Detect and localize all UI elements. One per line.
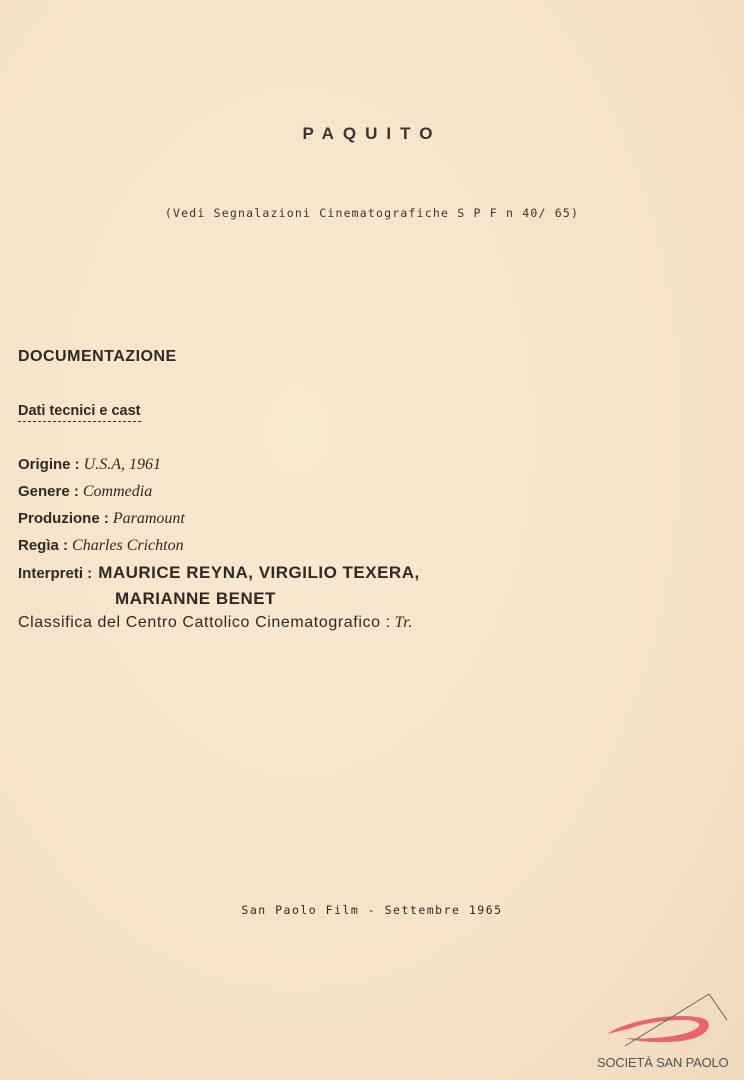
- field-origine: [18, 456, 161, 474]
- field-value: MAURICE REYNA, VIRGILIO TEXERA,: [98, 563, 420, 582]
- field-interpreti: [18, 563, 420, 583]
- logo-mark-icon: [597, 990, 732, 1050]
- field-genere: [18, 483, 152, 501]
- section-heading: DOCUMENTAZIONE: [18, 348, 177, 365]
- field-label: Classifica del Centro Cattolico Cinematografico :: [18, 614, 391, 631]
- logo-text: SOCIETÀ SAN PAOLO: [597, 1055, 729, 1070]
- field-classifica: [18, 614, 413, 632]
- field-produzione: [18, 510, 185, 528]
- societa-san-paolo-logo: [597, 990, 732, 1070]
- field-value: Tr.: [394, 614, 413, 631]
- subsection-heading: Dati tecnici e cast: [18, 403, 141, 422]
- reference-note: (Vedi Segnalazioni Cinematografiche S P F n 40/ 65): [164, 206, 580, 220]
- field-interpreti-cont: [115, 589, 276, 609]
- field-value: Commedia: [82, 483, 153, 500]
- film-title: PAQUITO: [302, 124, 442, 143]
- field-label: Regìa :: [18, 537, 69, 554]
- field-regia: [18, 537, 184, 555]
- footer-note: San Paolo Film - Settembre 1965: [241, 903, 503, 917]
- field-value: U.S.A, 1961: [83, 456, 161, 473]
- field-value: Paramount: [112, 510, 185, 527]
- field-label: Origine :: [18, 456, 80, 473]
- field-value: Charles Crichton: [72, 537, 184, 554]
- field-label: Produzione :: [18, 510, 109, 527]
- field-value: MARIANNE BENET: [115, 589, 276, 608]
- field-label: Genere :: [18, 483, 79, 500]
- field-label: Interpreti :: [18, 565, 93, 582]
